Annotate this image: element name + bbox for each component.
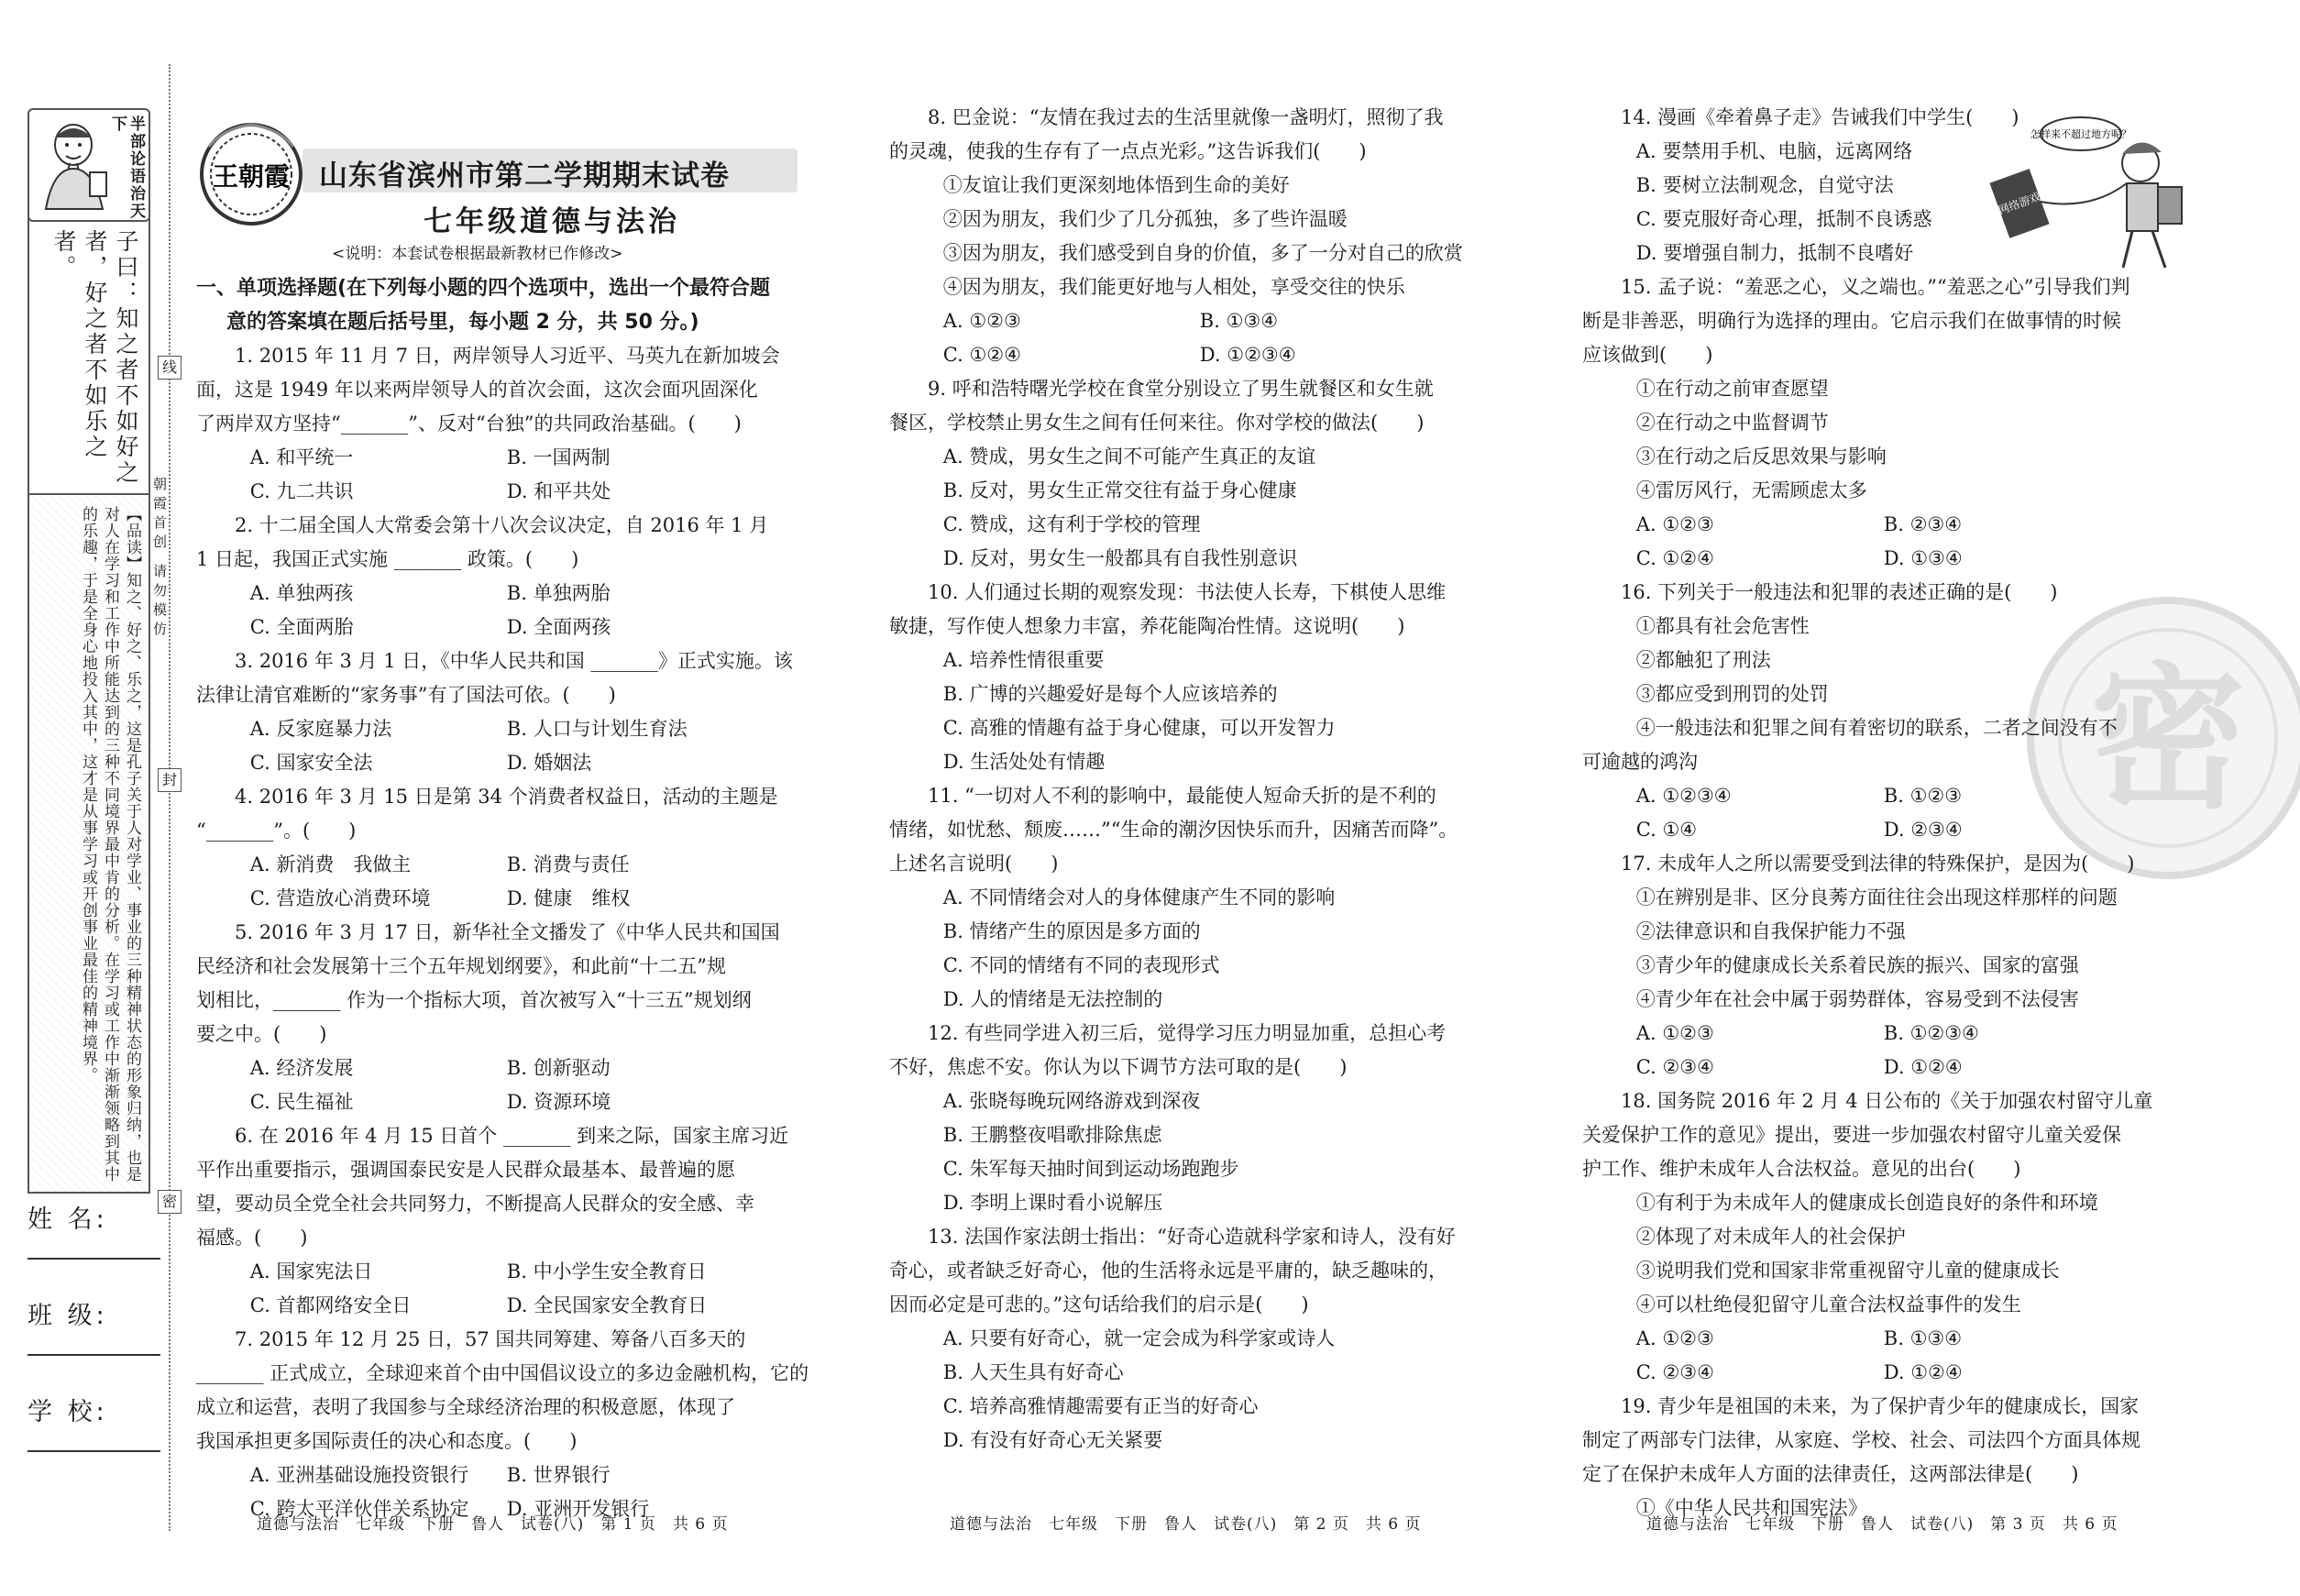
statement-item: ③说明我们党和国家非常重视留守儿童的健康成长 [1635, 1260, 2060, 1282]
option[interactable]: C. ②③④ [1635, 1056, 1714, 1078]
option[interactable]: D. 资源环境 [506, 1091, 611, 1113]
option[interactable]: C. 不同的情绪有不同的表现形式 [942, 954, 1220, 976]
question-text: 9. 呼和浩特曙光学校在食堂分别设立了男生就餐区和女生就 [928, 378, 1434, 400]
exam-note: <说明：本套试卷根据最新教材已作修改> [332, 245, 623, 263]
option[interactable]: A. 张晓每晚玩网络游戏到深夜 [942, 1090, 1201, 1112]
cut-mark-mi: 密 [158, 1190, 182, 1214]
question-text: 望，要动员全党全社会共同努力，不断提高人民群众的安全感、幸 [196, 1193, 754, 1215]
option[interactable]: B. ①③④ [1199, 310, 1279, 332]
option-row [196, 1458, 820, 1492]
option[interactable]: B. 单独两胎 [506, 582, 611, 604]
seal-text: 密 [2089, 649, 2247, 831]
statement-item: ③在行动之后反思效果与影响 [1635, 446, 1887, 468]
statement-item: ④因为朋友，我们能更好地与人相处，享受交往的快乐 [942, 276, 1405, 298]
option[interactable]: A. 单独两孩 [249, 582, 354, 604]
question-text: 民经济和社会发展第十三个五年规划纲要》，和此前“十二五”规 [196, 955, 726, 977]
question-text: 护工作、维护未成年人合法权益。意见的出台( ) [1582, 1158, 2021, 1180]
section-heading-2: 意的答案填在题后括号里，每小题 2 分，共 50 分。) [226, 311, 699, 334]
statement-item: ②因为朋友，我们少了几分孤独，多了些许温暖 [942, 208, 1348, 230]
question-text: 我国承担更多国际责任的决心和态度。( ) [196, 1430, 578, 1452]
option[interactable]: A. ①②③ [1635, 1327, 1714, 1349]
statement-item: ①有利于为未成年人的健康成长创造良好的条件和环境 [1635, 1192, 2098, 1214]
question-text: 6. 在 2016 年 4 月 15 日首个 _______ 到来之际，国家主席习近 [235, 1125, 789, 1147]
question-text: 应该做到( ) [1582, 344, 1713, 366]
option[interactable]: D. 有没有好奇心无关紧要 [942, 1429, 1163, 1451]
option[interactable]: B. 中小学生安全教育日 [506, 1260, 707, 1282]
option[interactable]: C. 朱军每天抽时间到运动场跑跑步 [942, 1158, 1239, 1180]
option[interactable]: A. 反家庭暴力法 [249, 718, 392, 740]
school-line [28, 1450, 160, 1452]
option[interactable]: C. ①②④ [942, 344, 1021, 366]
option[interactable]: C. ①④ [1635, 819, 1698, 841]
option[interactable]: B. 人口与计划生育法 [506, 718, 688, 740]
option-row [196, 746, 820, 780]
option[interactable]: A. 和平统一 [249, 446, 354, 468]
question-text: 平作出重要指示，强调国泰民安是人民群众最基本、最普遍的愿 [196, 1159, 735, 1181]
motto-box [28, 108, 150, 222]
motto-text: 半部论语治天下 [108, 116, 145, 220]
option-row [1582, 1322, 2215, 1356]
option[interactable]: D. 和平共处 [506, 480, 611, 502]
class-line [28, 1354, 160, 1356]
option-row [196, 712, 820, 746]
option[interactable]: B. 反对，男女生正常交往有益于身心健康 [942, 479, 1297, 501]
question-text: 奇心，或者缺乏好奇心，他的生活将永远是平庸的，缺乏趣味的， [889, 1260, 1447, 1282]
question-text: 13. 法国作家法朗士指出：“好奇心造就科学家和诗人，没有好 [928, 1226, 1456, 1248]
question-text: 1. 2015 年 11 月 7 日，两岸领导人习近平、马英九在新加坡会 [235, 345, 780, 367]
column-1 [196, 271, 820, 1526]
class-label: 班 级: [28, 1302, 108, 1330]
question-text: 14. 漫画《牵着鼻子走》告诫我们中学生( ) [1621, 106, 2019, 128]
statement-item: ①在辨别是非、区分良莠方面往往会出现这样那样的问题 [1635, 886, 2118, 908]
statement-item: ②法律意识和自我保护能力不强 [1635, 920, 1906, 942]
question-text: 11. “一切对人不利的影响中，最能使人短命夭折的是不利的 [928, 785, 1436, 807]
option-row [1582, 779, 2215, 813]
option-row [196, 1255, 820, 1289]
option[interactable]: D. ②③④ [1883, 819, 1963, 841]
option-row [889, 304, 1513, 338]
option[interactable]: D. 要增强自制力，抵制不良嗜好 [1635, 242, 1914, 264]
option[interactable]: B. 要树立法制观念，自觉守法 [1635, 174, 1894, 196]
option[interactable]: B. 消费与责任 [506, 853, 630, 875]
option[interactable]: D. ①②④ [1883, 1056, 1963, 1078]
section-heading: 一、单项选择题(在下列每小题的四个选项中，选出一个最符合题 [196, 277, 771, 300]
statement-item: ①《中华人民共和国宪法》 [1635, 1497, 1867, 1519]
statement-item: ②都触犯了刑法 [1635, 649, 1771, 671]
cut-line [169, 64, 171, 1531]
option-row [1582, 1017, 2215, 1051]
option-row [1582, 1356, 2215, 1390]
cut-mark-feng: 封 [158, 768, 182, 792]
name-label: 姓 名: [28, 1205, 108, 1234]
statement-item: 可逾越的鸿沟 [1582, 751, 1698, 773]
question-text: 关爱保护工作的意见》提出，要进一步加强农村留守儿童关爱保 [1582, 1124, 2121, 1146]
question-text: 18. 国务院 2016 年 2 月 4 日公布的《关于加强农村留守儿童 [1621, 1090, 2153, 1112]
question-text: 敏捷，写作使人想象力丰富，养花能陶冶性情。这说明( ) [889, 615, 1405, 637]
question-text: 2. 十二届全国人大常委会第十八次会议决定，自 2016 年 1 月 [235, 514, 769, 536]
option-row [196, 848, 820, 882]
confucius-figure-icon [35, 117, 117, 213]
question-text: 12. 有些同学进入初三后，觉得学习压力明显加重，总担心考 [928, 1022, 1447, 1044]
question-text: 17. 未成年人之所以需要受到法律的特殊保护，是因为( ) [1621, 853, 2135, 875]
statement-item: ③青少年的健康成长关系着民族的振兴、国家的富强 [1635, 954, 2079, 976]
question-text: 了两岸双方坚持“_______”、反对“台独”的共同政治基础。( ) [196, 413, 742, 435]
statement-item: ①友谊让我们更深刻地体悟到生命的美好 [942, 174, 1290, 196]
question-text: 餐区，学校禁止男女生之间有任何来往。你对学校的做法( ) [889, 412, 1425, 434]
option-row [196, 475, 820, 509]
binding-strip [28, 108, 147, 1465]
option[interactable]: A. 赞成，男女生之间不可能产生真正的友谊 [942, 446, 1316, 468]
option-row [196, 1085, 820, 1119]
question-text: _______ 正式成立，全球迎来首个由中国倡议设立的多边金融机构，它的 [196, 1362, 809, 1384]
option[interactable]: A. ①②③ [1635, 513, 1714, 535]
question-text: 要之中。( ) [196, 1023, 327, 1045]
option[interactable]: D. 全民国家安全教育日 [506, 1294, 708, 1316]
option[interactable]: D. 健康 维权 [506, 887, 631, 909]
option-row [1582, 1051, 2215, 1084]
statement-item: ③因为朋友，我们感受到自身的价值，多了一分对自己的欣赏 [942, 242, 1463, 264]
option[interactable]: D. 全面两孩 [506, 616, 611, 638]
option-row [196, 577, 820, 611]
question-text: 15. 孟子说：“羞恶之心，义之端也。”“羞恶之心”引导我们判 [1621, 276, 2130, 298]
option[interactable]: C. 跨太平洋伙伴关系协定 [249, 1498, 469, 1520]
option[interactable]: C. ①②④ [1635, 547, 1714, 569]
option[interactable]: B. 人天生具有好奇心 [942, 1361, 1124, 1383]
option[interactable]: A. 培养性情很重要 [942, 649, 1105, 671]
column-2 [889, 101, 1513, 1458]
class-field[interactable] [28, 1295, 160, 1331]
option[interactable]: B. ②③④ [1883, 513, 1963, 535]
question-text: 情绪，如忧愁、颓废……”“生命的潮汐因快乐而升，因痛苦而降”。 [889, 819, 1458, 841]
question-text: 16. 下列关于一般违法和犯罪的表述正确的是( ) [1621, 581, 2058, 603]
question-text: 不好，焦虑不安。你认为以下调节方法可取的是( ) [889, 1056, 1348, 1078]
option[interactable]: C. 营造放心消费环境 [249, 887, 431, 909]
publisher-logo-icon [196, 119, 306, 229]
question-text: 的灵魂，使我的生存有了一点点光彩。”这告诉我们( ) [889, 140, 1367, 162]
option[interactable]: A. 国家宪法日 [249, 1260, 373, 1282]
question-text: 面，这是 1949 年以来两岸领导人的首次会面，这次会面巩固深化 [196, 379, 758, 401]
option[interactable]: D. 婚姻法 [506, 752, 592, 774]
page-footer-3: 道德与法治 七年级 下册 鲁人 试卷(八) 第 3 页 共 6 页 [1646, 1515, 2118, 1534]
question-text: 3. 2016 年 3 月 1 日，《中华人民共和国 _______》正式实施。该 [235, 650, 793, 672]
option-row [1582, 542, 2215, 576]
cut-note: 朝霞首创 请勿模仿 [151, 477, 168, 641]
statement-item: ②在行动之中监督调节 [1635, 412, 1829, 434]
page-footer-1: 道德与法治 七年级 下册 鲁人 试卷(八) 第 1 页 共 6 页 [257, 1515, 729, 1534]
option-row [889, 338, 1513, 372]
statement-item: ①都具有社会危害性 [1635, 615, 1810, 637]
option[interactable]: C. 国家安全法 [249, 752, 373, 774]
option[interactable]: A. ①②③④ [1635, 785, 1732, 807]
question-text: 断是非善恶，明确行为选择的理由。它启示我们在做事情的时候 [1582, 310, 2121, 332]
exam-subtitle: 七年级道德与法治 [424, 205, 680, 238]
question-text: 5. 2016 年 3 月 17 日，新华社全文播发了《中华人民共和国国 [235, 921, 780, 943]
option[interactable]: A. 新消费 我做主 [249, 853, 412, 875]
option[interactable]: B. ①②③④ [1883, 1022, 1979, 1044]
question-text: 因而必定是可悲的。”这句话给我们的启示是( ) [889, 1293, 1309, 1315]
question-text: 8. 巴金说：“友情在我过去的生活里就像一盏明灯，照彻了我 [928, 106, 1444, 128]
page-footer-2: 道德与法治 七年级 下册 鲁人 试卷(八) 第 2 页 共 6 页 [950, 1515, 1422, 1534]
statement-item: ④雷厉风行，无需顾虑太多 [1635, 479, 1867, 501]
statement-item: ④青少年在社会中属于弱势群体，容易受到不法侵害 [1635, 988, 2079, 1010]
comment-box [28, 493, 150, 1194]
option[interactable]: D. 生活处处有情趣 [942, 751, 1106, 773]
option[interactable]: C. 培养高雅情趣需要有正当的好奇心 [942, 1395, 1259, 1417]
option[interactable]: A. 亚洲基础设施投资银行 [249, 1464, 469, 1486]
name-field[interactable] [28, 1199, 160, 1235]
question-text: 制定了两部专门法律，从家庭、学校、社会、司法四个方面具体规 [1582, 1429, 2140, 1451]
option[interactable]: B. 情绪产生的原因是多方面的 [942, 920, 1201, 942]
statement-item: ④可以杜绝侵犯留守儿童合法权益事件的发生 [1635, 1293, 2021, 1315]
option[interactable]: C. 首都网络安全日 [249, 1294, 412, 1316]
exam-title: 山东省滨州市第二学期期末试卷 [319, 160, 730, 193]
confucius-quote: 子曰：知之者不如好之者，好之者不如乐之者。 [50, 229, 139, 486]
comment-text: 【品读】知之、好之、乐之，这是孔子关于人对学业、事业的三种精神状态的形象归纳，也是对人在学习和工作中所能达到的三种不同境界最中肯的分析。在学习或工作中渐渐领略到其中的乐趣，于是全身心地投入其中，这才是从事学习或开创事业最佳的精神境界。 [79, 506, 141, 1183]
option-row [196, 1289, 820, 1323]
quote-box [28, 218, 150, 495]
question-text: 7. 2015 年 12 月 25 日，57 国共同筹建、筹备八百多天的 [235, 1328, 746, 1350]
question-text: 成立和运营，表明了我国参与全球经济治理的积极意愿，体现了 [196, 1396, 735, 1418]
question-text: 上述名言说明( ) [889, 853, 1059, 875]
option[interactable]: C. 九二共识 [249, 480, 354, 502]
column-3 [1582, 101, 2215, 1525]
option[interactable]: C. 要克服好奇心理，抵制不良诱惑 [1635, 208, 1932, 230]
option-row [196, 611, 820, 644]
option[interactable]: A. 要禁用手机、电脑，远离网络 [1635, 140, 1913, 162]
option[interactable]: C. 民生福祉 [249, 1091, 354, 1113]
option[interactable]: B. 世界银行 [506, 1464, 611, 1486]
option[interactable]: B. ①③④ [1883, 1327, 1963, 1349]
statement-item: ①在行动之前审查愿望 [1635, 378, 1829, 400]
question-text: 1 日起，我国正式实施 _______ 政策。( ) [196, 548, 579, 570]
statement-item: ④一般违法和犯罪之间有着密切的联系，二者之间没有不 [1635, 717, 2118, 739]
question-text: 法律让清官难断的“家务事”有了国法可依。( ) [196, 684, 616, 706]
cartoon-bubble-text: 怎样来不超过地方呢？ [2030, 128, 2131, 140]
logo-text: 王朝霞 [212, 161, 291, 192]
cartoon-sign-text: 网络游戏 [1997, 190, 2042, 217]
question-text: 定了在保护未成年人方面的法律责任，这两部法律是( ) [1582, 1463, 2079, 1485]
option[interactable]: D. 人的情绪是无法控制的 [942, 988, 1163, 1010]
option-row [1582, 813, 2215, 847]
question-text: 19. 青少年是祖国的未来，为了保护青少年的健康成长，国家 [1621, 1395, 2140, 1417]
option[interactable]: D. 反对，男女生一般都具有自我性别意识 [942, 547, 1298, 569]
option[interactable]: C. 高雅的情趣有益于身心健康，可以开发智力 [942, 717, 1336, 739]
option[interactable]: B. 一国两制 [506, 446, 611, 468]
option-row [196, 1051, 820, 1085]
question-text: 10. 人们通过长期的观察发现：书法使人长寿，下棋使人思维 [928, 581, 1447, 603]
option-row [1582, 508, 2215, 542]
option[interactable]: C. 全面两胎 [249, 616, 354, 638]
question-text: 福感。( ) [196, 1227, 308, 1249]
question-text: 4. 2016 年 3 月 15 日是第 34 个消费者权益日，活动的主题是 [235, 786, 778, 808]
option[interactable]: C. 赞成，这有利于学校的管理 [942, 513, 1201, 535]
option[interactable]: A. 不同情绪会对人的身体健康产生不同的影响 [942, 886, 1336, 908]
option[interactable]: A. ①②③ [942, 310, 1021, 332]
name-line [28, 1258, 160, 1260]
option[interactable]: A. 只要有好奇心，就一定会成为科学家或诗人 [942, 1327, 1336, 1349]
option[interactable]: B. 王鹏整夜唱歌排除焦虑 [942, 1124, 1162, 1146]
option[interactable]: B. ①②③ [1883, 785, 1963, 807]
option[interactable]: D. ①③④ [1883, 547, 1963, 569]
option[interactable]: D. 亚洲开发银行 [506, 1498, 650, 1520]
option-row [196, 441, 820, 475]
option[interactable]: D. 李明上课时看小说解压 [942, 1192, 1163, 1214]
option[interactable]: A. ①②③ [1635, 1022, 1714, 1044]
option[interactable]: D. ①②④ [1883, 1361, 1963, 1383]
option[interactable]: C. ②③④ [1635, 1361, 1714, 1383]
question-text: 划相比，_______ 作为一个指标大项，首次被写入“十三五”规划纲 [196, 989, 752, 1011]
option[interactable]: B. 广博的兴趣爱好是每个人应该培养的 [942, 683, 1278, 705]
option-row [196, 882, 820, 916]
cut-mark-xian: 线 [158, 356, 182, 380]
statement-item: ②体现了对未成年人的社会保护 [1635, 1226, 1906, 1248]
statement-item: ③都应受到刑罚的处罚 [1635, 683, 1829, 705]
option[interactable]: A. 经济发展 [249, 1057, 354, 1079]
school-field[interactable] [28, 1392, 160, 1427]
option[interactable]: B. 创新驱动 [506, 1057, 611, 1079]
question-text: “_______”。( ) [196, 820, 357, 842]
option[interactable]: D. ①②③④ [1199, 344, 1296, 366]
school-label: 学 校: [28, 1398, 108, 1426]
